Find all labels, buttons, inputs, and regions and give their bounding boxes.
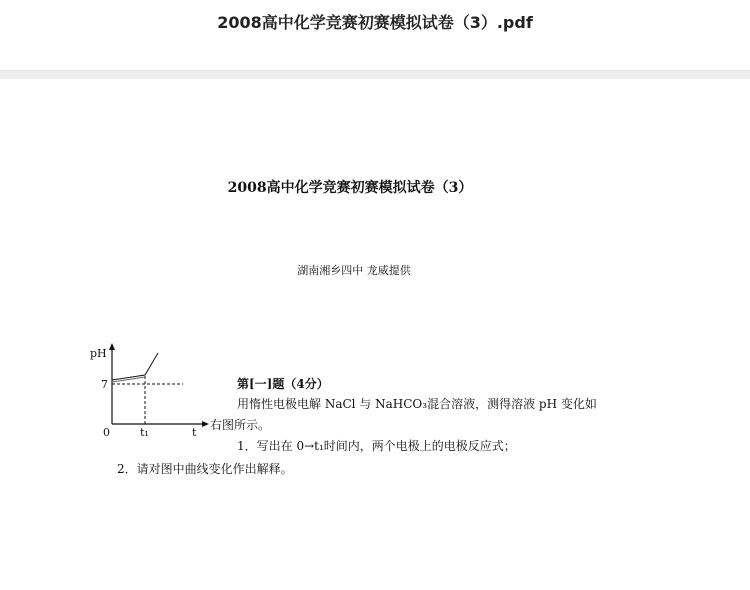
- y-axis-arrow: [109, 343, 115, 350]
- document-title: 2008高中化学竞赛初赛模拟试卷（3）: [227, 180, 473, 196]
- question-text-line: 右图所示。: [210, 418, 271, 432]
- t1-label: t₁: [140, 426, 149, 439]
- file-title: 2008高中化学竞赛初赛模拟试卷（3）.pdf: [217, 13, 533, 32]
- origin-label: 0: [103, 426, 110, 439]
- x-axis-label: t: [192, 426, 197, 439]
- sub-question-1: 1．写出在 0→t₁时间内，两个电极上的电极反应式；: [237, 439, 516, 453]
- y-axis-label: pH: [90, 347, 107, 360]
- x-axis-arrow: [202, 421, 209, 427]
- question-text-line: 用惰性电极电解 NaCl 与 NaHCO₃混合溶液，测得溶液 pH 变化如: [237, 397, 597, 411]
- ph7-label: 7: [101, 378, 108, 391]
- ph-curve: [112, 353, 158, 380]
- viewer-title-bar: [0, 0, 750, 70]
- document-author: 湖南湘乡四中 龙威提供: [297, 264, 411, 277]
- ph-change-figure: [86, 341, 216, 441]
- pdf-page: [0, 79, 750, 590]
- question-heading: 第[一]题（4分）: [237, 377, 329, 391]
- sub-question-2: 2．请对图中曲线变化作出解释。: [117, 462, 293, 476]
